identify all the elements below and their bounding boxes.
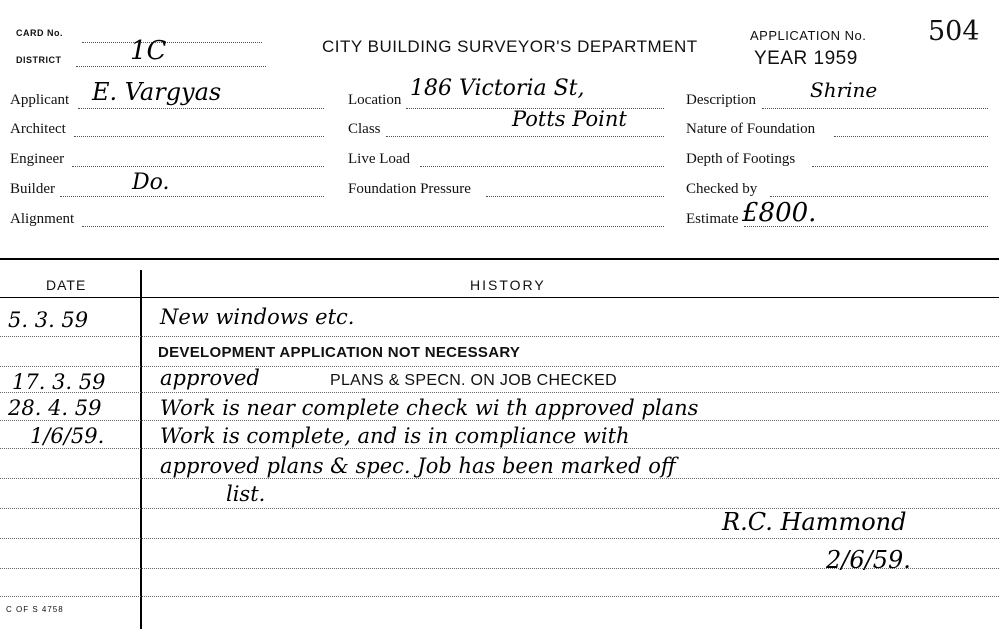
applicant-value: E. Vargyas (92, 78, 222, 106)
architect-line (74, 136, 324, 137)
alignment-line (82, 226, 664, 227)
depth-footings-line (812, 166, 988, 167)
history-date: 17. 3. 59 (12, 370, 106, 394)
department-title: CITY BUILDING SURVEYOR'S DEPARTMENT (322, 37, 698, 56)
history-top-rule (0, 258, 999, 260)
ruled-line (0, 538, 999, 539)
card-no-label: CARD No. (16, 28, 63, 38)
location-label: Location (348, 92, 402, 108)
history-date: 5. 3. 59 (8, 308, 89, 332)
date-header: DATE (46, 277, 87, 293)
development-stamp: DEVELOPMENT APPLICATION NOT NECESSARY (158, 344, 521, 361)
district-label: DISTRICT (16, 55, 62, 65)
foundation-pressure-label: Foundation Pressure (348, 181, 471, 197)
history-text: New windows etc. (160, 305, 355, 329)
estimate-label: Estimate (686, 211, 739, 227)
ruled-line (0, 420, 999, 421)
form-code: C OF S 4758 (6, 605, 64, 614)
date-column-rule (140, 270, 142, 629)
builder-label: Builder (10, 181, 55, 197)
nature-foundation-line (834, 136, 988, 137)
application-label: APPLICATION No. (750, 28, 867, 43)
plans-stamp: PLANS & SPECN. ON JOB CHECKED (330, 372, 617, 389)
ruled-line (0, 448, 999, 449)
description-line (762, 108, 988, 109)
checked-by-line (770, 196, 988, 197)
signature: R.C. Hammond (722, 508, 907, 536)
history-text-hand: approved (160, 366, 260, 390)
ruled-line (0, 596, 999, 597)
architect-label: Architect (10, 121, 66, 137)
live-load-label: Live Load (348, 151, 411, 167)
history-text: Work is near complete check wi th approved plans (160, 396, 699, 420)
application-number: 504 (928, 16, 980, 47)
alignment-label: Alignment (10, 211, 75, 227)
history-text: Work is complete, and is in compliance with (160, 424, 630, 448)
foundation-pressure-line (486, 196, 664, 197)
history-header-rule (0, 297, 999, 298)
history-date: 28. 4. 59 (8, 396, 102, 420)
location-value: 186 Victoria St, (410, 76, 585, 101)
card-no-line (82, 42, 262, 43)
checked-by-label: Checked by (686, 181, 758, 197)
history-text: approved plans & spec. Job has been marked off (160, 454, 676, 478)
builder-line (60, 196, 324, 197)
class-value: Potts Point (512, 107, 627, 131)
builder-value: Do. (132, 170, 170, 195)
signature-date: 2/6/59. (826, 546, 911, 574)
applicant-line (78, 108, 324, 109)
description-value: Shrine (810, 78, 878, 102)
ruled-line (0, 392, 999, 393)
depth-footings-label: Depth of Footings (686, 151, 796, 167)
ruled-line (0, 366, 999, 367)
history-header: HISTORY (470, 277, 546, 293)
ruled-line (0, 336, 999, 337)
engineer-line (72, 166, 324, 167)
description-label: Description (686, 92, 756, 108)
year: YEAR 1959 (754, 48, 858, 69)
district-value: 1C (130, 36, 167, 66)
history-date: 1/6/59. (30, 424, 105, 448)
ruled-line (0, 478, 999, 479)
class-line (386, 136, 664, 137)
class-label: Class (348, 121, 381, 137)
estimate-value: £800. (742, 198, 817, 228)
engineer-label: Engineer (10, 151, 65, 167)
live-load-line (420, 166, 664, 167)
history-text: list. (226, 482, 266, 506)
applicant-label: Applicant (10, 92, 70, 108)
district-line (76, 66, 266, 67)
nature-foundation-label: Nature of Foundation (686, 121, 816, 137)
